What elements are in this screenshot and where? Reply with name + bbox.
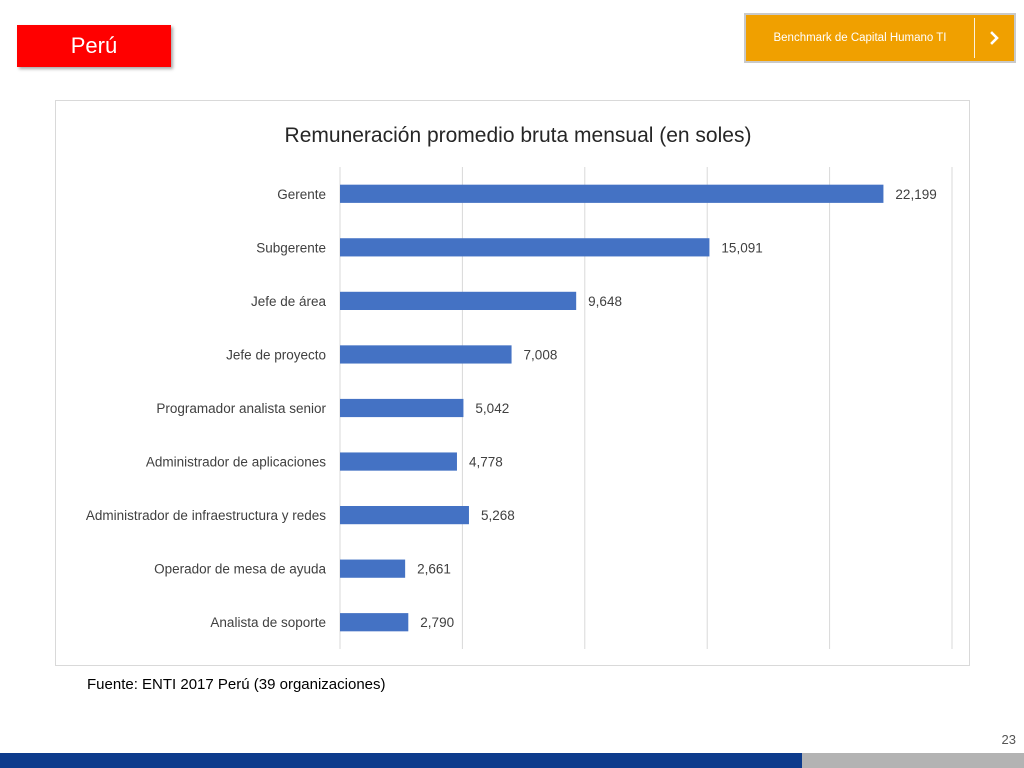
bar-chart (56, 101, 971, 667)
category-label-0: Gerente (277, 186, 326, 202)
bar-1 (340, 238, 709, 256)
source-note: Fuente: ENTI 2017 Perú (39 organizaciones) (87, 676, 386, 693)
category-label-4: Programador analista senior (156, 401, 326, 416)
bar-7 (340, 560, 405, 578)
bar-2 (340, 292, 576, 310)
country-tag (17, 25, 171, 67)
value-label-6: 5,268 (480, 508, 515, 524)
category-label-8: Analista de soporte (210, 615, 326, 631)
category-labels (86, 187, 327, 630)
bar-4 (340, 399, 463, 417)
footer-bar-blue (0, 753, 802, 768)
page-number: 23 (1001, 732, 1016, 747)
country-label: Perú (70, 33, 118, 58)
category-label-5: Administrador de aplicaciones (145, 454, 326, 470)
bar-5 (340, 452, 457, 470)
bar-0 (340, 185, 883, 203)
category-label-2: Jefe de área (250, 293, 326, 309)
value-label-0: 22,199 (895, 186, 937, 202)
value-label-5: 4,778 (468, 454, 503, 470)
benchmark-label: Benchmark de Capital Humano TI (773, 32, 947, 44)
chart-title: Remuneración promedio bruta mensual (en soles) (284, 124, 752, 147)
value-label-1: 15,091 (721, 240, 763, 256)
value-label-8: 2,790 (420, 615, 455, 631)
category-label-1: Subgerente (256, 240, 326, 256)
bar-8 (340, 613, 408, 631)
value-label-2: 9,648 (588, 293, 622, 309)
benchmark-separator (974, 18, 975, 58)
category-label-6: Administrador de infraestructura y redes (85, 508, 326, 524)
chart-frame (55, 100, 970, 666)
value-label-4: 5,042 (475, 401, 510, 416)
category-label-3: Jefe de proyecto (226, 347, 326, 363)
bar-6 (340, 506, 469, 524)
category-label-7: Operador de mesa de ayuda (154, 561, 326, 577)
bar-3 (340, 345, 512, 363)
chevron-right-icon[interactable] (975, 31, 1014, 45)
value-label-7: 2,661 (417, 561, 451, 577)
footer-bar-gray (802, 753, 1024, 768)
benchmark-button[interactable] (744, 13, 1016, 63)
value-label-3: 7,008 (523, 347, 558, 363)
